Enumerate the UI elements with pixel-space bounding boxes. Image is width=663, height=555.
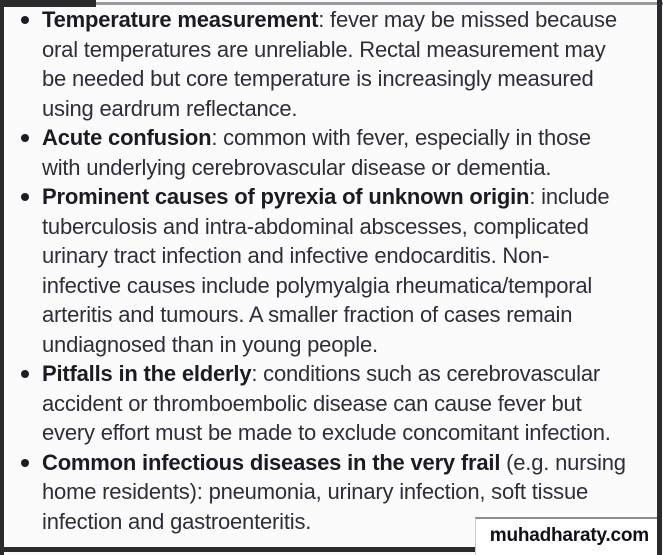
lead-in-bold-text: Common infectious diseases in the very frail bbox=[42, 449, 501, 475]
lead-in-bold-text: Temperature measurement bbox=[42, 7, 319, 32]
list-item bbox=[42, 5, 651, 123]
text-line bbox=[42, 153, 651, 183]
text-line bbox=[42, 64, 651, 94]
bullet-icon bbox=[21, 16, 29, 24]
text-line bbox=[42, 300, 651, 330]
body-text: infective causes include polymyalgia rheumatica/temporal bbox=[42, 272, 593, 298]
text-line bbox=[42, 5, 651, 35]
bullet-icon bbox=[21, 370, 29, 378]
lead-in-bold-text: Pitfalls in the elderly bbox=[42, 361, 252, 386]
list-item bbox=[42, 182, 651, 359]
text-line bbox=[42, 123, 651, 153]
box-border-left bbox=[0, 0, 4, 555]
body-text: arteritis and tumours. A smaller fraction of cases remain bbox=[42, 302, 573, 327]
text-line bbox=[42, 271, 651, 301]
box-border-right bbox=[657, 0, 662, 555]
text-line bbox=[42, 418, 651, 448]
body-text: oral temperatures are unreliable. Rectal measurement may bbox=[42, 36, 606, 62]
bullet-icon bbox=[21, 134, 29, 142]
body-text: accident or thromboembolic disease can cause fever but bbox=[42, 390, 582, 416]
lead-in-bold-text: Prominent causes of pyrexia of unknown origin bbox=[42, 184, 530, 209]
bullet-icon bbox=[21, 193, 29, 201]
body-text: : fever may be missed because bbox=[318, 7, 617, 32]
body-text: undiagnosed than in young people. bbox=[42, 331, 378, 357]
watermark-box bbox=[475, 517, 657, 555]
text-line bbox=[42, 94, 651, 124]
body-text: : common with fever, especially in those bbox=[211, 125, 591, 150]
body-text: urinary tract infection and infective endocarditis. Non- bbox=[42, 243, 550, 268]
body-text: be needed but core temperature is increasingly measured bbox=[42, 66, 594, 91]
lead-in-bold-text: Acute confusion bbox=[42, 125, 212, 150]
text-line bbox=[42, 35, 651, 65]
body-text: : conditions such as cerebrovascular bbox=[251, 361, 601, 386]
body-text: with underlying cerebrovascular disease or dementia. bbox=[42, 154, 552, 180]
box-border-bottom bbox=[0, 547, 507, 552]
body-text: home residents): pneumonia, urinary infection, soft tissue bbox=[42, 479, 589, 504]
text-line bbox=[42, 389, 651, 419]
text-line bbox=[42, 241, 651, 271]
text-line bbox=[42, 182, 651, 212]
bullet-list bbox=[42, 5, 651, 536]
text-line bbox=[42, 212, 651, 242]
body-text: (e.g. nursing bbox=[500, 449, 626, 475]
text-line bbox=[42, 448, 651, 478]
watermark-text: muhadharaty.com bbox=[489, 525, 649, 546]
bullet-icon bbox=[21, 459, 29, 467]
body-text: every effort must be made to exclude concomitant infection. bbox=[42, 420, 611, 445]
body-text: : include bbox=[529, 184, 610, 209]
body-text: tuberculosis and intra-abdominal abscesses, complicated bbox=[42, 213, 589, 239]
list-item bbox=[42, 123, 651, 182]
body-text: using eardrum reflectance. bbox=[42, 95, 298, 121]
text-line bbox=[42, 477, 651, 507]
text-line bbox=[42, 330, 651, 360]
list-item bbox=[42, 359, 651, 448]
body-text: infection and gastroenteritis. bbox=[42, 508, 312, 534]
text-content bbox=[42, 5, 651, 536]
text-line bbox=[42, 359, 651, 389]
